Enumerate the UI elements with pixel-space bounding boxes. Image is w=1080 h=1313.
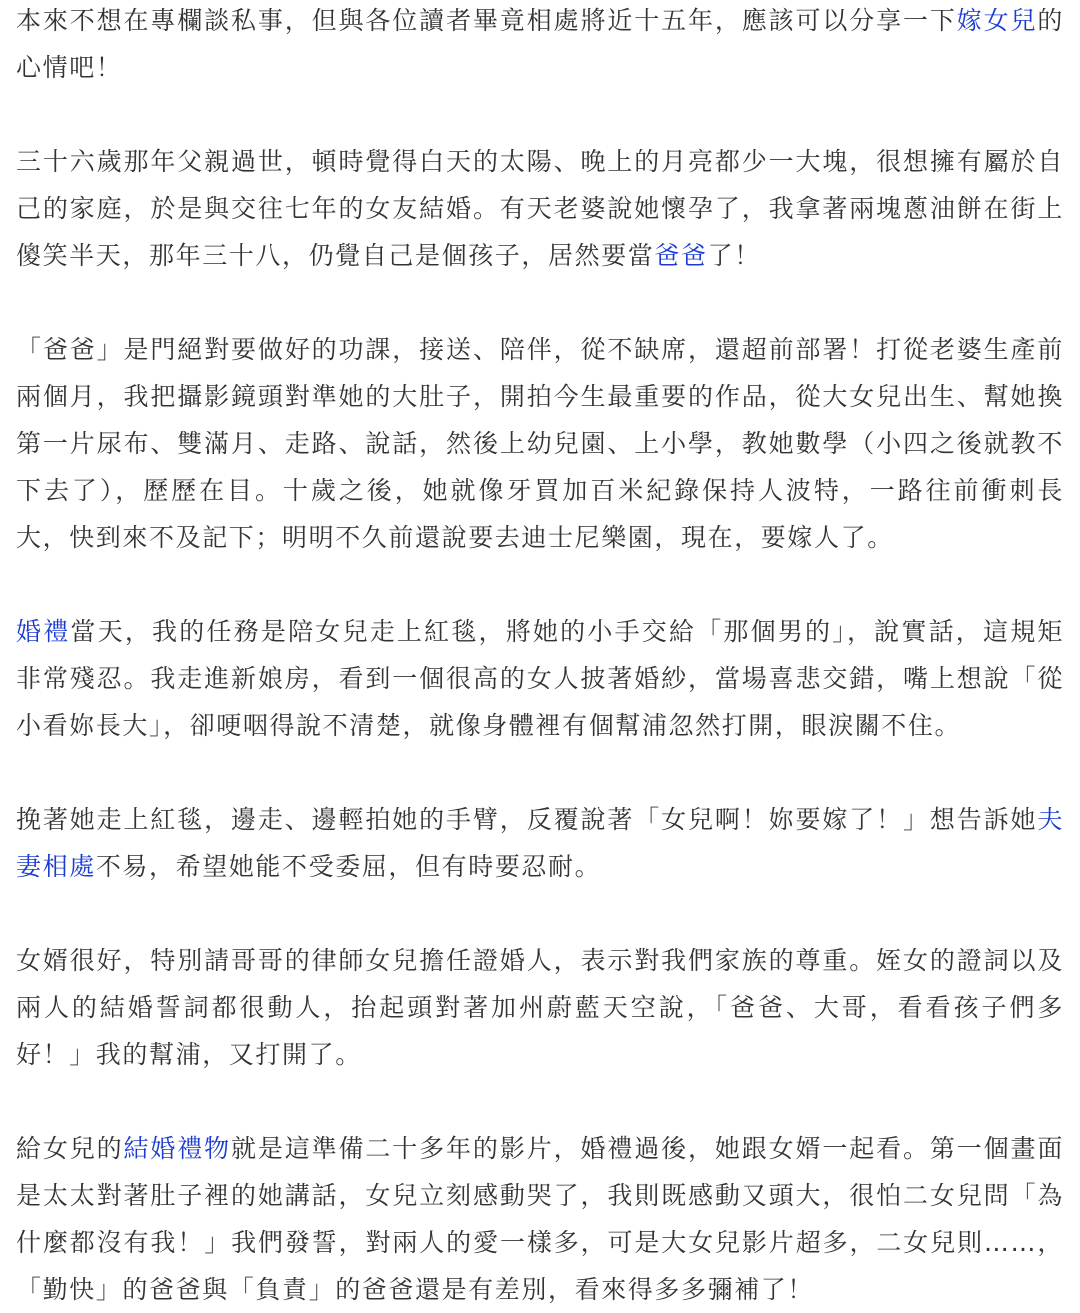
keyword-link[interactable]: 婚禮 (16, 617, 71, 646)
paragraph-text: 女婿很好，特別請哥哥的律師女兒擔任證婚人，表示對我們家族的尊重。姪女的證詞以及兩人的結婚誓詞都很動人，抬起頭對著加州蔚藍天空說，「爸爸、大哥，看看孩子們多好！」我的幫浦，又打開了。 (16, 946, 1064, 1069)
paragraph-text: 不易，希望她能不受委屈，但有時要忍耐。 (95, 852, 602, 881)
keyword-link[interactable]: 爸爸 (654, 241, 708, 270)
keyword-link[interactable]: 嫁女兒 (956, 6, 1038, 35)
paragraph-text: 「爸爸」是門絕對要做好的功課，接送、陪伴，從不缺席，還超前部署！打從老婆生產前兩個月，我把攝影鏡頭對準她的大肚子，開拍今生最重要的作品，從大女兒出生、幫她換第一片尿布、雙滿月、走路、說話，然後上幼兒園、上小學，教她數學（小四之後就教不下去了），歷歷在目。十歲之後，她就像牙買加百米紀錄保持人波特，一路往前衝刺長大，快到來不及記下；明明不久前還說要去迪士尼樂園，現在，要嫁人了。 (16, 335, 1064, 552)
keyword-link[interactable]: 夫妻相處 (16, 805, 1064, 881)
paragraph (16, 608, 1064, 749)
keyword-link[interactable]: 結婚禮物 (123, 1134, 232, 1163)
paragraph-text: 當天，我的任務是陪女兒走上紅毯，將她的小手交給「那個男的」，說實話，這規矩非常殘忍。我走進新娘房，看到一個很高的女人披著婚紗，當場喜悲交錯，嘴上想說「從小看妳長大」，卻哽咽得說不清楚，就像身體裡有個幫浦忽然打開，眼淚關不住。 (16, 617, 1065, 740)
paragraph (16, 796, 1064, 890)
paragraph-text: 就是這準備二十多年的影片，婚禮過後，她跟女婿一起看。第一個畫面是太太對著肚子裡的她講話，女兒立刻感動哭了，我則既感動又頭大，很怕二女兒問「為什麼都沒有我！」我們發誓，對兩人的愛一樣多，可是大女兒影片超多，二女兒則……，「勤快」的爸爸與「負責」的爸爸還是有差別，看來得多多彌補了！ (16, 1134, 1064, 1304)
paragraph-text: 了！ (707, 241, 761, 270)
paragraph (16, 138, 1064, 279)
paragraph (16, 937, 1064, 1078)
paragraph-text: 三十六歲那年父親過世，頓時覺得白天的太陽、晚上的月亮都少一大塊，很想擁有屬於自己的家庭，於是與交往七年的女友結婚。有天老婆說她懷孕了，我拿著兩塊蔥油餅在街上傻笑半天，那年三十八，仍覺自己是個孩子，居然要當 (16, 147, 1064, 270)
article-body (16, 0, 1064, 1313)
paragraph-text: 本來不想在專欄談私事，但與各位讀者畢竟相處將近十五年，應該可以分享一下 (16, 6, 957, 35)
paragraph (16, 326, 1064, 561)
paragraph-text: 挽著她走上紅毯，邊走、邊輕拍她的手臂，反覆說著「女兒啊！妳要嫁了！」想告訴她 (16, 805, 1038, 834)
paragraph-text: 的心情吧！ (16, 6, 1064, 82)
paragraph (16, 0, 1064, 91)
paragraph (16, 1125, 1064, 1313)
paragraph-text: 給女兒的 (16, 1134, 124, 1163)
